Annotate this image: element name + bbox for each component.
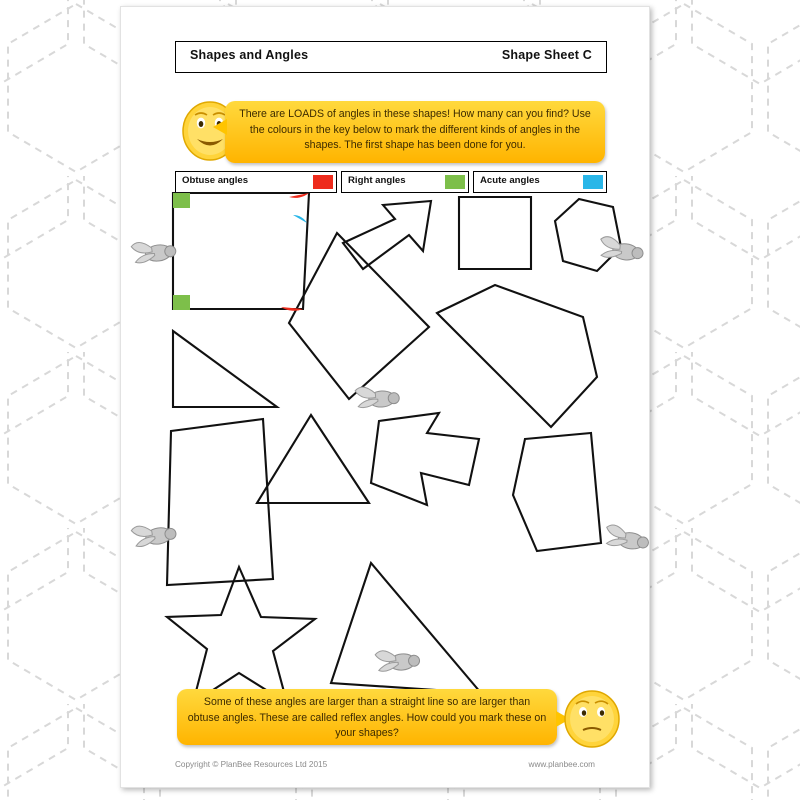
shape-irregular-pentagon [437,285,597,427]
shape-arrow-right [371,413,479,505]
bee-icon [375,647,420,673]
shape-star [167,567,315,703]
bee-icon-group [131,236,649,673]
shapes-figure-group [121,7,649,787]
page-title: Shapes and Angles [190,48,309,62]
shape-arrow-left-up [343,201,431,269]
key-label-right: Right angles [348,175,406,186]
shape-triangle-middle [257,415,369,503]
closing-bubble-text: Some of these angles are larger than a straight line so are larger than obtuse angles. These are called reflex angles. How could you mark these on your shapes? [187,696,547,739]
shape-square [459,197,531,269]
bee-icon [355,385,400,409]
angle-marker-right-bottom-left [173,295,190,310]
footer-copyright: Copyright © PlanBee Resources Ltd 2015 [175,760,328,769]
closing-speech-bubble [177,689,557,745]
bee-icon [131,520,178,548]
angle-marker-acute [293,215,307,223]
shape-hexagon [555,199,621,271]
marked-angle-highlights [173,193,309,311]
footer-website[interactable]: www.planbee.com [528,760,595,769]
intro-bubble-text: There are LOADS of angles in these shapes! How many can you find? Use the colours in the key below to mark the different kinds of angles in the shapes. The first shape has been done for you. [239,108,591,151]
shape-pentagon-right [513,433,601,551]
bee-icon [604,524,649,551]
angle-marker-right-top-left [173,193,190,208]
thinking-face-icon [561,685,623,751]
bee-icon [131,237,177,264]
shape-thin-triangle [331,563,481,693]
worksheet-page [120,6,650,788]
shape-quadrilateral-marked [173,193,309,309]
shape-kite [289,233,429,399]
key-label-acute: Acute angles [480,175,540,186]
shape-right-triangle [173,331,277,407]
bee-icon [599,236,644,262]
key-label-obtuse: Obtuse angles [182,175,249,186]
sheet-label: Shape Sheet C [501,48,592,62]
